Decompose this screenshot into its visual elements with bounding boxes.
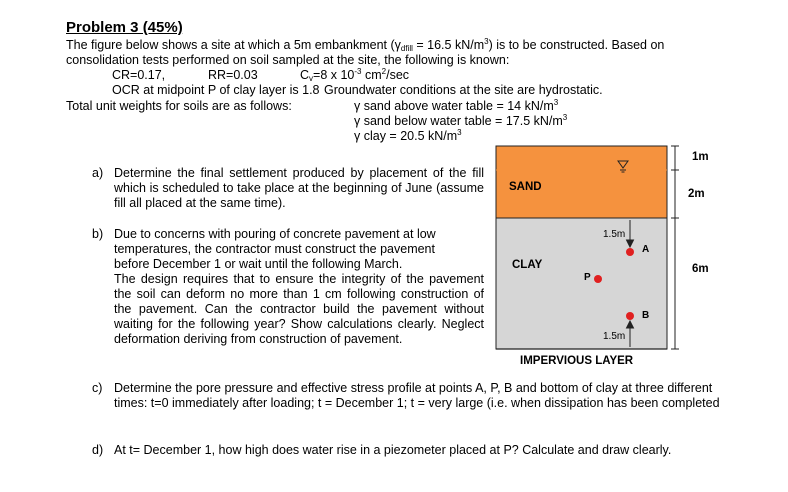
clay-label: CLAY (512, 259, 543, 271)
impervious-layer-label: IMPERVIOUS LAYER (520, 355, 634, 367)
dimension-a-label: 1.5m (603, 229, 626, 240)
rr-value: RR=0.03 (208, 68, 258, 82)
gamma-sand-below: γ sand below water table = 17.5 $kN/m^3$ (354, 113, 568, 128)
point-a-marker (626, 248, 634, 256)
cr-value: CR=0.17, (112, 68, 166, 82)
point-p-label: P (584, 272, 591, 283)
question-a-label: a) (92, 166, 104, 180)
point-p-marker (594, 275, 602, 283)
question-b-label: b) (92, 227, 104, 241)
dimension-1m: 1m (692, 151, 709, 163)
gamma-clay: γ clay = 20.5 $kN/m^3$ (354, 128, 462, 143)
question-b-text-1: Due to concerns with pouring of concrete pavement at low temperatures, the contractor must construct the pavement before December 1 or wait until the following March. (114, 227, 436, 271)
point-b-label: B (642, 310, 650, 321)
question-b-text-2: The design requires that to ensure the integrity of the pavement the soil can deform no more than 1 cm following construction of the pavement. Can the contractor build the pavement without waiting for the following year? Show calculations clearly. Neglect deformation deriving from construction of pavement. (114, 272, 484, 346)
intro-line-2: consolidation tests performed on soil sampled at the site, the following is known: (66, 53, 510, 67)
gamma-sand-above: γ sand above water table = 14 $kN/m^3$ (354, 98, 559, 113)
question-c-text: Determine the pore pressure and effective stress profile at points A, P, B and bottom of clay at three different times: t=0 immediately after loading; t = December 1; t = very large (i.e. when dissipation has been completed (114, 381, 720, 410)
question-d-text: At t= December 1, how high does water rise in a piezometer placed at P? Calculate and draw clearly. (114, 443, 672, 457)
ocr-text: OCR at midpoint P of clay layer is 1.8 (112, 83, 320, 97)
point-b-marker (626, 312, 634, 320)
dimension-lines (671, 146, 679, 349)
question-d-label: d) (92, 443, 104, 457)
question-c-label: c) (92, 381, 103, 395)
dimension-b-label: 1.5m (603, 331, 626, 342)
point-a-label: A (642, 244, 650, 255)
question-a-text: Determine the final settlement produced by placement of the fill which is scheduled to take place at the beginning of June (assume fill all placed at the same time). (114, 166, 484, 210)
cv-value: $C_v=8$ x $10^{-3}$ $cm^2/\sec$ (300, 67, 410, 83)
unit-weights-text: Total unit weights for soils are as follows: (66, 99, 292, 113)
groundwater-text: Groundwater conditions at the site are hydrostatic. (324, 83, 603, 97)
sand-label: SAND (509, 181, 542, 193)
dimension-2m: 2m (688, 188, 705, 200)
intro-line-1: The figure below shows a site at which a 5m embankment ($\gamma_{dfill} = 16.5$ $kN/m^3$) is to be constructed. Based on (66, 37, 665, 53)
clay-layer (496, 218, 667, 349)
dimension-6m: 6m (692, 263, 709, 275)
problem-title: Problem 3 (45%) (66, 19, 183, 36)
